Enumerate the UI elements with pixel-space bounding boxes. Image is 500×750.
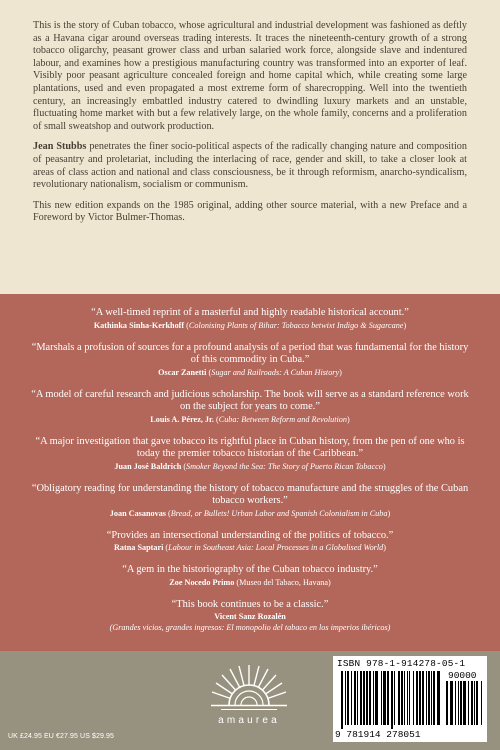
endorsement-attribution: [30, 542, 470, 553]
barcode-bar: [363, 671, 365, 725]
barcode-bar: [419, 671, 421, 725]
endorsement: [30, 599, 470, 634]
barcode-bar: [476, 681, 478, 725]
paren-close: ): [383, 543, 386, 552]
blurb-paragraph-1: This is the story of Cuban tobacco, whose agricultural and industrial development was fashioned as deftly as a Havana cigar around overseas trading interests. It traces the nineteenth-century growth of a strong tobacco oligarchy, peasant grower class and urban salaried work force, alongside slave and indentured labour, and examines how a prestigious manufacturing country was transformed into an exporter of leaf. Visibly poor peasant agriculture concealed foreign and home capital which, while creating some large plantations, used and even propagated a most extreme form of sharecropping. Well into the twentieth century, an increasingly embattled industry catered to dwindling luxury markets and an unstable, fluctuating home market with but a few relatively large, on the whole family, concerns and a proliferation of small sweatshop and outwork production.: [33, 20, 467, 132]
barcode-bar: [345, 671, 346, 725]
endorsement-quote: “A major investigation that gave tobacco its rightful place in Cuban history, from the pen of one who is today the premier tobacco historian of the Caribbean.”: [35, 435, 465, 459]
publisher-logo: [199, 657, 299, 747]
endorsement-attribution: [30, 367, 470, 378]
endorser-source: Smoker Beyond the Sea: The Story of Puerto Rican Tobacco: [186, 461, 383, 471]
barcode-bar: [455, 681, 456, 725]
barcode-bar: [351, 671, 352, 725]
barcode-icon: [341, 671, 441, 729]
barcode-bar: [373, 671, 374, 725]
endorsement: [30, 564, 470, 588]
endorsement: [30, 483, 470, 519]
endorsement-attribution: [30, 508, 470, 519]
barcode-bar: [354, 671, 356, 725]
barcode-bar: [458, 681, 459, 725]
paren-close: ): [346, 414, 350, 424]
endorsement-attribution: [30, 461, 470, 472]
endorser-name: Oscar Zanetti: [158, 367, 207, 377]
paren-open: (: [181, 461, 187, 471]
endorsement: [30, 389, 470, 425]
paren-close: ): [382, 461, 386, 471]
barcode-bar: [383, 671, 386, 725]
barcode-bar: [360, 671, 362, 725]
author-name: Jean Stubbs: [33, 141, 87, 153]
paren-open: (: [206, 367, 212, 377]
barcode-bar: [437, 671, 440, 725]
endorsement-attribution: [30, 577, 470, 588]
barcode-bar: [471, 681, 473, 725]
barcode-bar: [433, 671, 435, 725]
blurb-paragraph-2: [33, 141, 467, 191]
endorser-name: Kathinka Sinha-Kerkhoff: [93, 320, 185, 330]
endorser-source: Colonising Plants of Bihar: Tobacco betwixt Indigo & Sugarcane: [188, 320, 404, 330]
paren-close: ): [339, 367, 342, 377]
endorser-source: Cuba: Between Reform and Revolution: [218, 414, 347, 424]
paren-open: (: [213, 414, 219, 424]
endorsement-quote: “A model of careful research and judicious scholarship. The book will serve as a standard reference work on the subject for years to come.”: [31, 388, 469, 412]
barcode-bar: [357, 671, 358, 725]
barcode-bar: [481, 681, 482, 725]
endorser-name: Ratna Saptari: [114, 543, 164, 552]
blurb-paragraph-2-text: penetrates the finer socio-political aspects of the radically changing nature and composition of peasantry and proletariat, including the interlacing of race, gender and skill, to take a closer look at areas of class action and national and class consciousness, be it through reformism, anarcho-syndicalism, revolutionary nationalism, socialism or communism.: [33, 141, 467, 191]
isbn-barcode-block: [333, 656, 487, 742]
barcode-bar: [431, 671, 432, 725]
blurb-paragraph-3: This new edition expands on the 1985 original, adding other source material, with a new Preface and a Foreword by Victor Bulmer-Thomas.: [33, 199, 467, 224]
endorsement: [30, 436, 470, 472]
endorsement-quote: “Obligatory reading for understanding the history of tobacco manufacture and the struggles of the Cuban tobacco workers.”: [31, 482, 469, 506]
endorsement-quote: “This book continues to be a classic.”: [171, 598, 329, 610]
barcode-bar: [375, 671, 378, 725]
barcode-bar: [341, 671, 343, 729]
endorsements-section: [0, 294, 500, 651]
isbn-addon-number: 90000: [448, 670, 477, 681]
endorsement-attribution: [30, 320, 470, 331]
endorser-name: Louis A. Pérez, Jr.: [150, 414, 214, 424]
barcode-bar: [428, 671, 430, 725]
barcode-bar: [369, 671, 371, 725]
isbn-digits: 9 781914 278051: [335, 729, 421, 740]
endorsement-quote: “A gem in the historiography of the Cuban tobacco industry.”: [122, 564, 378, 575]
endorser-name: Zoe Nocedo Primo: [169, 577, 235, 587]
barcode-bar: [422, 671, 424, 725]
barcode-bar: [347, 671, 349, 725]
paren-close: ): [403, 320, 407, 330]
endorsement-attribution: [30, 414, 470, 425]
paren-open: (: [163, 543, 169, 552]
endorsement-quote: “Provides an intersectional understanding of the politics of tobacco.”: [106, 529, 394, 541]
barcode-bar: [407, 671, 408, 725]
barcode-bar: [460, 681, 462, 725]
isbn-label: ISBN 978-1-914278-05-1: [337, 658, 466, 669]
endorsement: [30, 530, 470, 554]
barcode-bar: [416, 671, 418, 725]
barcode-bar: [387, 671, 389, 725]
endorser-name: Vicent Sanz Rozalén: [214, 612, 286, 621]
barcode-bar: [401, 671, 403, 725]
barcode-bar: [463, 681, 466, 725]
addon-barcode-icon: [446, 681, 484, 729]
endorsement-attribution-source: [30, 622, 470, 633]
endorsement: [30, 342, 470, 378]
endorser-source: Labour in Southeast Asia: Local Processes in a Globalised World: [168, 543, 384, 552]
endorser-source: (Grandes vicios, grandes ingresos: El monopolio del tabaco en los imperios ibéricos): [109, 623, 391, 632]
endorser-source: Bread, or Bullets! Urban Labor and Spanish Colonialism in Cuba: [170, 508, 388, 518]
barcode-bar: [409, 671, 410, 725]
barcode-bar: [404, 671, 405, 725]
endorser-name: Juan José Baldrich: [114, 461, 182, 471]
endorser-source: Sugar and Railroads: A Cuban History: [211, 367, 340, 377]
barcode-bar: [413, 671, 414, 725]
paren-open: (: [184, 320, 189, 330]
paren-close: Museo del Tabaco, Havana): [239, 577, 331, 587]
endorsement-quote: “Marshals a profusion of sources for a profound analysis of a period that was fundamental for the history of this commodity in Cuba.”: [31, 341, 469, 365]
barcode-bar: [381, 671, 382, 725]
barcode-bar: [468, 681, 469, 725]
sunrise-logo-icon: [199, 657, 299, 717]
barcode-bar: [391, 671, 393, 729]
barcode-bar: [474, 681, 475, 725]
barcode-bar: [398, 671, 400, 725]
endorsement: [30, 307, 470, 331]
barcode-bar: [450, 681, 453, 725]
publisher-name: amaurea: [218, 715, 280, 726]
endorser-name: Joan Casanovas: [109, 508, 166, 518]
barcode-bar: [426, 671, 427, 725]
barcode-bar: [366, 671, 368, 725]
endorsement-quote: “A well-timed reprint of a masterful and highly readable historical account.”: [91, 307, 409, 318]
paren-open: (: [166, 508, 171, 518]
endorsement-attribution: [30, 611, 470, 622]
paren-open: (: [234, 577, 240, 587]
paren-close: ): [387, 508, 391, 518]
price-list: UK £24.95 EU €27.95 US $29.95: [8, 733, 115, 740]
barcode-bar: [446, 681, 448, 725]
blurb-section: [0, 0, 500, 294]
barcode-bar: [394, 671, 395, 725]
